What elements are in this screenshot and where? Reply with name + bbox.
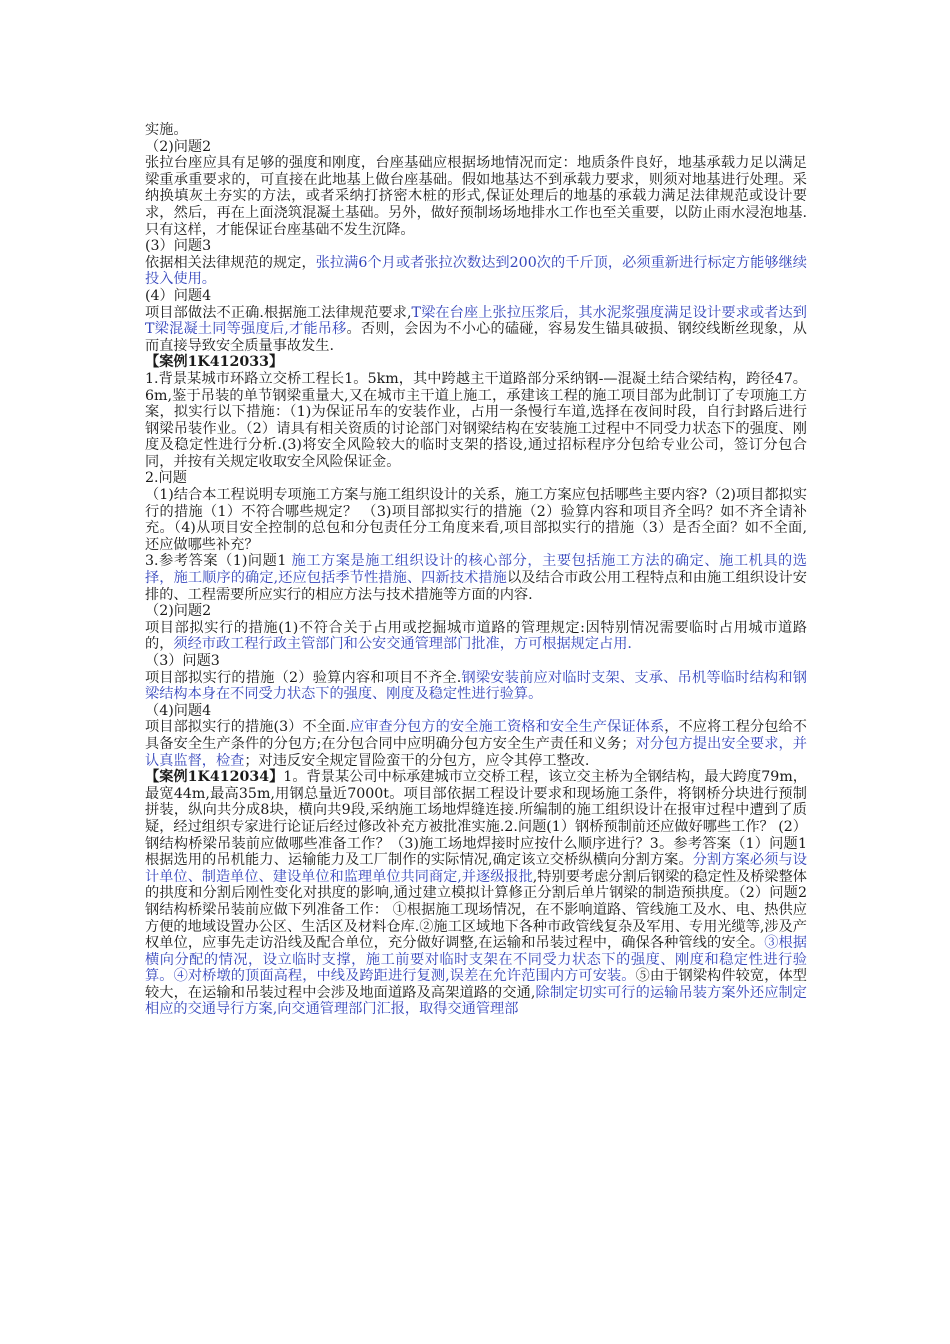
text-run: 实施。	[145, 122, 188, 138]
paragraph	[145, 288, 807, 305]
paragraph	[145, 122, 807, 139]
paragraph	[145, 769, 807, 1018]
highlighted-text: T梁在台座上张拉压浆后，其水泥浆强度满足设计要求或者达到T梁混凝土同等强度后,才能吊移	[145, 304, 807, 338]
text-run: （4)问题4	[145, 702, 212, 719]
paragraph	[145, 238, 807, 255]
paragraph	[145, 255, 807, 288]
text-run: ,特别要考虑分割后钢梁的稳定性及桥梁整体的拱度和分割后刚性变化对拱度的影响,通过建立模拟计算修正分割后单片钢梁的制造预拱度。（2）问题2 钢结构桥梁吊装前应做下列准备工作： ①根据施工现场情况，在不影响道路、管线施工及水、电、热供应方便的地域设置办公区、生活区及材料仓库.②施工区域地下各种市政管线复杂及军用、专用光缆等,涉及产权单位，应事先走访沿线及配合单位，充分做好调整,在运输和吊装过程中，确保各种管线的安全。	[145, 868, 807, 952]
highlighted-text: 张拉满6个月或者张拉次数达到200次的千斤顶，必须重新进行标定方能够继续投入使用。	[145, 254, 807, 288]
text-run: 张拉台座应具有足够的强度和刚度，台座基础应根据场地情况而定：地质条件良好，地基承载力足以满足梁重承重要求的，可直接在此地基上做台座基础。假如地基达不到承载力要求，则须对地基进行处理。采纳换填灰土夯实的方法，或者采纳打挤密木桩的形式,保证处理后的地基的承载力满足法律规范或设计要求，然后，再在上面浇筑混凝土基础。另外，做好预制场场地排水工作也至关重要，以防止雨水浸泡地基.只有这样，才能保证台座基础不发生沉降。	[145, 155, 807, 238]
highlighted-text: 除制定切实可行的运输吊装方案外还应制定相应的交通导行方案,向交通管理部门汇报，取得交通管理部	[145, 984, 807, 1018]
text-run: 以及结合市政公用工程特点和由施工组织设计安排的、工程需要所应实行的相应方法与技术措施等方面的内容.	[145, 570, 807, 603]
text-run: 1。背景某公司中标承建城市立交桥工程，该立交主桥为全钢结构，最大跨度79m，最宽44m,最高35m,用钢总量近7000t。项目部依据工程设计要求和现场施工条件，将钢桥分块进行预制拼装，纵向共分成8块，横向共9段,采纳施工场地焊缝连接.所编制的施工组织设计在报审过程中遭到了质疑，经过组织专家进行论证后经过修改补充方被批准实施.2.问题(1）钢桥预制前还应做好哪些工作？ (2）钢结构桥梁吊装前应做哪些准备工作？（3)施工场地焊接时应按什么顺序进行？3。参考答案（1）问题1 根据选用的吊机能力、运输能力及工厂制作的实际情况,确定该立交桥纵横向分割方案。	[145, 769, 807, 869]
text-run: 项目部拟实行的措施（2）验算内容和项目不齐全.	[145, 669, 462, 686]
text-run: (3）问题3	[145, 238, 212, 255]
text-run: 3.参考答案（1)问题1	[145, 553, 292, 570]
text-run: ，不应将工程分包给不具备安全生产条件的分包方;在分包合同中应明确分包方安全生产责任和义务；	[145, 719, 807, 752]
text-run: 项目部拟实行的措施(3）不全面.	[145, 719, 350, 736]
paragraph	[145, 653, 807, 670]
highlighted-text: 应审查分包方的安全施工资格和安全生产保证体系	[349, 719, 665, 736]
paragraph	[145, 470, 807, 487]
document-body	[145, 122, 807, 1018]
text-run: 。否则，会因为不小心的磕碰，容易发生锚具破损、钢绞线断丝现象，从而直接导致安全质量事故发生.	[145, 321, 807, 354]
text-run: （2)问题2	[145, 603, 212, 620]
highlighted-text: ③根据横向分配的情况，设立临时支撑，施工前要对临时支架在不同受力状态下的强度、刚度和稳定性进行验算。④对桥墩的顶面高程，中线及跨距进行复测,误差在允许范围内方可安装。	[145, 935, 807, 985]
paragraph	[145, 670, 807, 703]
highlighted-text: 施工方案是施工组织设计的核心部分，主要包括施工方法的确定、施工机具的选择，施工顺序的确定,还应包括季节性措施、四新技术措施	[145, 553, 807, 587]
paragraph	[145, 620, 807, 653]
paragraph	[145, 155, 807, 238]
paragraph	[145, 553, 807, 603]
paragraph	[145, 487, 807, 553]
paragraph	[145, 603, 807, 620]
paragraph	[145, 139, 807, 156]
highlighted-text: 分割方案必须与设计单位、制造单位、建设单位和监理单位共同商定,并逐级报批	[145, 852, 807, 885]
text-run: 【案例1K412034】	[145, 769, 284, 786]
highlighted-text: 钢梁安装前应对临时支架、支承、吊机等临时结构和钢梁结构本身在不同受力状态下的强度、刚度及稳定性进行验算。	[145, 669, 807, 703]
paragraph	[145, 719, 807, 769]
paragraph	[145, 703, 807, 720]
text-run: (4）问题4	[145, 287, 212, 304]
highlighted-text: 须经市政工程行政主管部门和公安交通管理部门批准，方可根据规定占用.	[173, 636, 632, 653]
text-run: 依据相关法律规范的规定，	[145, 254, 316, 271]
text-run: 1.背景某城市环路立交桥工程长1。5km，其中跨越主干道路部分采纳钢-—混凝土结合梁结构，跨径47。6m,鉴于吊装的单节钢梁重量大,又在城市主干道上施工，承建该工程的施工项目部为此制订了专项施工方案，拟实行以下措施：（1)为保证吊车的安装作业，占用一条慢行车道,选择在夜间时段，自行封路后进行钢梁吊装作业。（2）请具有相关资质的讨论部门对钢梁结构在安装施工过程中不同受力状态下的强度、刚度及稳定性进行分析.(3)将安全风险较大的临时支架的搭设,通过招标程序分包给专业公司，签订分包合同，并按有关规定收取安全风险保证金。	[145, 370, 807, 470]
text-run: 项目部做法不正确.根据施工法律规范要求,	[145, 304, 412, 321]
section-heading	[145, 354, 807, 371]
paragraph	[145, 371, 807, 471]
highlighted-text: 对分包方提出安全要求，并认真监督，检查	[145, 735, 807, 769]
text-run: ；对违反安全规定冒险蛮干的分包方，应令其停工整改.	[244, 752, 590, 769]
text-run: （1)结合本工程说明专项施工方案与施工组织设计的关系，施工方案应包括哪些主要内容?（2)项目都拟实行的措施（1）不符合哪些规定？ （3)项目部拟实行的措施（2）验算内容和项目齐全吗？如不齐全请补充。（4)从项目安全控制的总包和分包责任分工角度来看,项目部拟实行的措施（3）是否全面？如不全面,还应做哪些补充？	[145, 487, 807, 553]
text-run: （3）问题3	[145, 653, 220, 669]
text-run: 2.问题	[145, 470, 187, 487]
text-run: （2)问题2	[145, 138, 212, 155]
paragraph	[145, 305, 807, 355]
text-run: 项目部拟实行的措施(1)不符合关于占用或挖掘城市道路的管理规定:因特别情况需要临时占用城市道路的，	[145, 619, 807, 653]
text-run: ⑤由于钢梁构件较宽，体型较大，在运输和吊装过程中会涉及地面道路及高架道路的交通,	[145, 968, 807, 1001]
text-run: 【案例1K412033】	[145, 354, 284, 371]
